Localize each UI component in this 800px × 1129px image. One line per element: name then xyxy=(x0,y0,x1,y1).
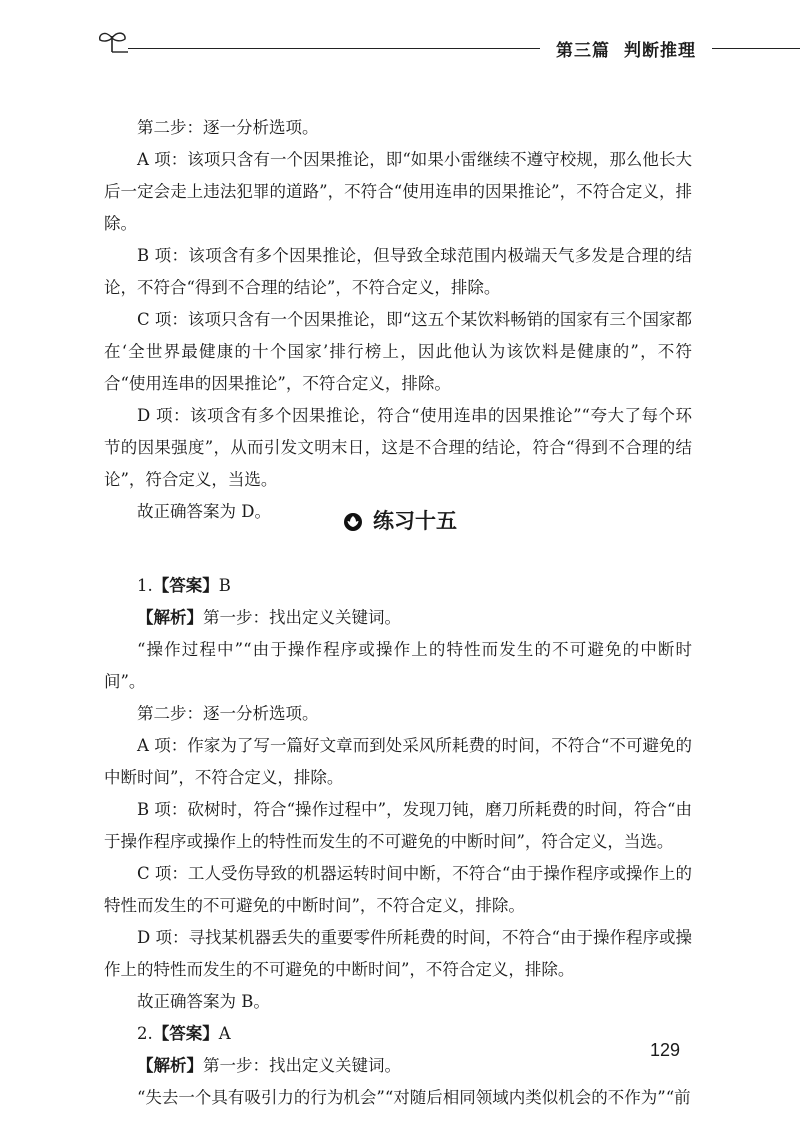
header-chapter: 判断推理 xyxy=(624,41,696,61)
section-title-text: 练习十五 xyxy=(373,509,457,533)
q1-option-d: D 项：寻找某机器丢失的重要零件所耗费的时间，不符合“由于操作程序或操作上的特性而发生的不可避免的中断时间”，不符合定义，排除。 xyxy=(104,928,692,979)
q1-analysis-line xyxy=(104,602,692,634)
exercise-answers-block xyxy=(104,570,692,1114)
page-header xyxy=(0,0,800,60)
previous-answer-block xyxy=(104,112,692,528)
q2-analysis-line xyxy=(104,1050,692,1082)
q2-analysis-label: 【解析】 xyxy=(137,1056,203,1075)
header-rule-left xyxy=(128,48,540,49)
paragraph: B 项：该项含有多个因果推论，但导致全球范围内极端天气多发是合理的结论，不符合“得到不合理的结论”，不符合定义，排除。 xyxy=(104,246,692,297)
section-title xyxy=(0,505,800,535)
flower-bullet-icon xyxy=(343,512,363,532)
q1-option-a: A 项：作家为了写一篇好文章而到处采风所耗费的时间，不符合“不可避免的中断时间”，不符合定义，排除。 xyxy=(104,736,692,787)
paragraph: 故正确答案为 D。 xyxy=(137,502,271,521)
q2-number: 2. xyxy=(137,1024,153,1043)
q2-answer-line xyxy=(104,1018,692,1050)
paragraph: C 项：该项只含有一个因果推论，即“这五个某饮料畅销的国家有三个国家都在‘全世界最健康的十个国家’排行榜上，因此他认为该饮料是健康的”，不符合“使用连串的因果推论”，不符合定义，排除。 xyxy=(104,310,692,393)
q1-keywords: “操作过程中”“由于操作程序或操作上的特性而发生的不可避免的中断时间”。 xyxy=(104,640,692,691)
q1-step1: 第一步：找出定义关键词。 xyxy=(203,608,401,627)
q2-answer: A xyxy=(218,1024,231,1043)
q2-step1: 第一步：找出定义关键词。 xyxy=(203,1056,401,1075)
paragraph: D 项：该项含有多个因果推论，符合“使用连串的因果推论”“夸大了每个环节的因果强度”，从而引发文明末日，这是不合理的结论，符合“得到不合理的结论”，符合定义，当选。 xyxy=(104,406,692,489)
sprout-icon xyxy=(96,28,130,54)
header-title xyxy=(556,36,696,61)
q1-answer: B xyxy=(218,576,231,595)
q1-number: 1. xyxy=(137,576,153,595)
page-number: 129 xyxy=(650,1040,681,1060)
q1-step2: 第二步：逐一分析选项。 xyxy=(137,704,319,723)
q2-keywords: “失去一个具有吸引力的行为机会”“对随后相同领域内类似机会的不作为”“前 xyxy=(137,1088,691,1107)
header-rule-right xyxy=(712,48,800,49)
paragraph: 第二步：逐一分析选项。 xyxy=(137,118,319,137)
paragraph: A 项：该项只含有一个因果推论，即“如果小雷继续不遵守校规，那么他长大后一定会走上违法犯罪的道路”，不符合“使用连串的因果推论”，不符合定义，排除。 xyxy=(104,150,692,233)
q1-answer-line xyxy=(104,570,692,602)
q2-answer-label: 【答案】 xyxy=(152,1024,219,1043)
q1-option-b: B 项：砍树时，符合“操作过程中”，发现刀钝，磨刀所耗费的时间，符合“由于操作程序或操作上的特性而发生的不可避免的中断时间”，符合定义，当选。 xyxy=(104,800,692,851)
q1-analysis-label: 【解析】 xyxy=(137,608,203,627)
q1-answer-label: 【答案】 xyxy=(152,576,219,595)
q1-option-c: C 项：工人受伤导致的机器运转时间中断，不符合“由于操作程序或操作上的特性而发生的不可避免的中断时间”，不符合定义，排除。 xyxy=(104,864,692,915)
q1-conclusion: 故正确答案为 B。 xyxy=(137,992,270,1011)
header-part: 第三篇 xyxy=(556,41,610,61)
